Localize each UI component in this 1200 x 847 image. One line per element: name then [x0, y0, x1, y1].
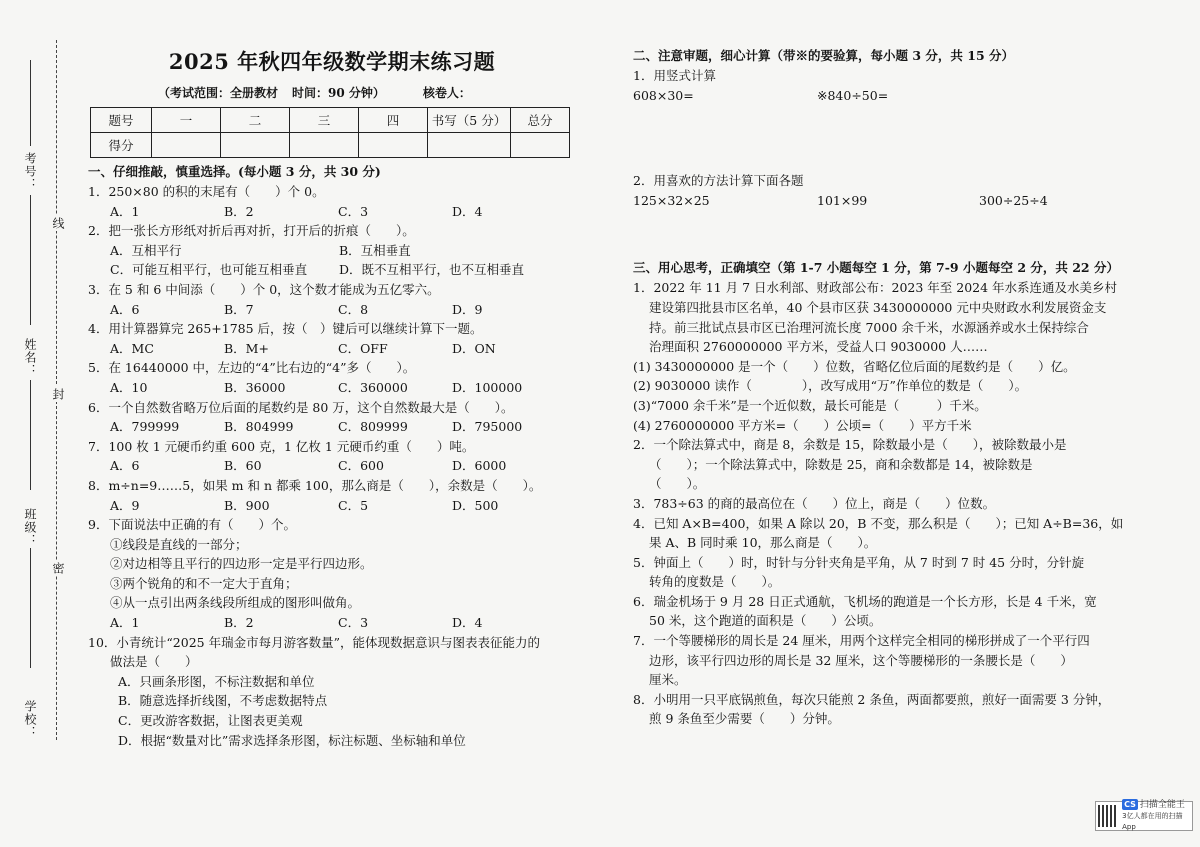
score-cell: 一	[152, 108, 221, 133]
options	[88, 417, 576, 437]
question: 5．钟面上（ ）时，时针与分针夹角是平角，从 7 时到 7 时 45 分时，分针旋	[633, 554, 1085, 570]
class-line	[30, 548, 31, 668]
class-label: 班级：	[23, 508, 37, 547]
right-column	[633, 44, 1153, 729]
question: 1．250×80 的积的末尾有（ ）个 0。	[88, 184, 325, 199]
question-cont: 做法是（ ）	[110, 654, 198, 670]
question: 10．小青统计“2025 年瑞金市每月游客数量”，能体现数据意识与图表表征能力的	[88, 634, 540, 650]
option: B．2	[224, 203, 254, 219]
question: 7．一个等腰梯形的周长是 24 厘米，用两个这样完全相同的梯形拼成了一个平行四	[633, 633, 1090, 649]
option: C．3	[338, 203, 369, 219]
calc-item: 608×30=	[633, 87, 694, 103]
option: B．804999	[224, 419, 294, 435]
question-cont: 转角的度数是（ ）。	[649, 574, 781, 590]
option: A．1	[110, 615, 140, 631]
page-title: 2025 年秋四年级数学期末练习题	[168, 49, 496, 74]
work-space	[633, 210, 1153, 256]
seal-char-seal: 封	[51, 388, 65, 400]
section2-title: 二、注意审题，细心计算（带※的要验算，每小题 3 分，共 15 分）	[633, 48, 1015, 63]
exam-scope: （考试范围：全册教材	[158, 86, 279, 100]
question-cont: 持。前三批试点县市区已治理河流长度 7000 余千米，水源涵养或水土保持综合	[649, 319, 1089, 335]
sub-question: (2) 9030000 读作（ ），改写成用“万”作单位的数是（ ）。	[633, 378, 1028, 394]
scanner-watermark	[1095, 801, 1193, 831]
option: D．4	[452, 615, 483, 631]
scanner-label	[1122, 799, 1190, 833]
question: 9．下面说法中正确的有（ ）个。	[88, 517, 296, 533]
calc-item: 125×32×25	[633, 192, 710, 208]
score-input[interactable]	[221, 133, 290, 158]
option: C．5	[338, 497, 369, 513]
statement: ④从一点引出两条线段所组成的图形叫做角。	[110, 595, 361, 611]
option: A．9	[110, 497, 140, 513]
options	[88, 496, 576, 516]
score-input[interactable]	[290, 133, 359, 158]
scanner-logo-icon: CS	[1124, 800, 1136, 809]
question-cont: 50 米，这个跑道的面积是（ ）公顷。	[649, 613, 882, 629]
name-line	[30, 380, 31, 490]
calc-item: 101×99	[817, 192, 868, 208]
section3-title: 三、用心思考，正确填空（第 1-7 小题每空 1 分，第 7-9 小题每空 2 分，共 22 分）	[633, 260, 1119, 276]
option: B．互相垂直	[339, 242, 411, 258]
option: D．ON	[452, 340, 496, 356]
calc-item: 300÷25÷4	[979, 192, 1048, 208]
reviewer-label: 核卷人：	[422, 86, 471, 100]
option: C．3	[338, 615, 369, 631]
option: D．根据“数量对比”需求选择条形图，标注标题、坐标轴和单位	[118, 732, 466, 748]
option: B．900	[224, 497, 270, 513]
option: A．只画条形图，不标注数据和单位	[118, 673, 315, 689]
question: 8．小明用一只平底锅煎鱼，每次只能煎 2 条鱼，两面都要煎，煎好一面需要 3 分钟，	[633, 691, 1111, 707]
question: 8．m÷n=9……5，如果 m 和 n 都乘 100，那么商是（ ），余数是（ ）。	[88, 477, 542, 493]
question: 2．用喜欢的方法计算下面各题	[633, 173, 804, 189]
option: D．6000	[452, 458, 507, 474]
options	[88, 456, 576, 476]
exam-time: 时间：90 分钟）	[292, 86, 385, 100]
options	[88, 241, 576, 261]
option: C．更改游客数据，让图表更美观	[118, 713, 303, 729]
score-input[interactable]	[152, 133, 221, 158]
question-cont: 煎 9 条鱼至少需要（ ）分钟。	[649, 711, 840, 727]
exam-info	[158, 84, 576, 101]
score-value-row	[91, 133, 570, 158]
question: 3．783÷63 的商的最高位在（ ）位上，商是（ ）位数。	[633, 495, 996, 511]
option: A．MC	[110, 340, 154, 356]
question-cont: （ ）。	[649, 476, 706, 492]
seal-char-secret: 密	[51, 562, 65, 574]
option: C．809999	[338, 419, 408, 435]
option: B．M+	[224, 340, 269, 356]
calc-row	[633, 86, 1153, 106]
question-cont: 果 A、B 同时乘 10，那么商是（ ）。	[649, 535, 877, 551]
option: A．6	[110, 301, 140, 317]
option: B．36000	[224, 379, 286, 395]
binding-margin	[0, 0, 80, 847]
school-label: 学校：	[23, 700, 37, 739]
question: 6．瑞金机场于 9 月 28 日正式通航，飞机场的跑道是一个长方形，长是 4 千米，宽	[633, 593, 1097, 609]
option: D．500	[452, 497, 499, 513]
section1-title: 一、仔细推敲，慎重选择。(每小题 3 分，共 30 分)	[88, 164, 381, 179]
seal-char-line: 线	[51, 217, 65, 229]
exam-no-line-2	[30, 195, 31, 325]
option: C．OFF	[338, 340, 388, 356]
score-row-label: 得分	[91, 133, 152, 158]
option: C．600	[338, 458, 384, 474]
question: 2．一个除法算式中，商是 8，余数是 15，除数最小是（ ），被除数最小是	[633, 437, 1067, 453]
score-input[interactable]	[428, 133, 511, 158]
score-cell: 书写（5 分）	[428, 108, 511, 133]
option: B．2	[224, 615, 254, 631]
options	[88, 260, 576, 280]
option: A．1	[110, 203, 140, 219]
question: 4．已知 A×B=400，如果 A 除以 20，B 不变，那么积是（ ）；已知 A÷B=36，如	[633, 515, 1124, 531]
scanner-name: 扫描全能王	[1139, 800, 1185, 810]
option: B．60	[224, 458, 262, 474]
work-space	[633, 105, 1153, 171]
option: D．4	[452, 203, 483, 219]
statement: ①线段是直线的一部分；	[110, 536, 248, 552]
sub-question: (4) 2760000000 平方米=（ ）公顷=（ ）平方千米	[633, 417, 972, 433]
question: 2．把一张长方形纸对折后再对折，打开后的折痕（ ）。	[88, 223, 415, 239]
options	[88, 202, 576, 222]
option: B．7	[224, 301, 254, 317]
score-cell: 题号	[91, 108, 152, 133]
name-label: 姓名：	[23, 338, 37, 377]
question: 6．一个自然数省略万位后面的尾数约是 80 万，这个自然数最大是（ ）。	[88, 399, 514, 415]
option: D．既不互相平行，也不互相垂直	[339, 262, 525, 278]
question-cont: 厘米。	[649, 672, 687, 688]
question: 1．用竖式计算	[633, 68, 716, 83]
option: B．随意选择折线图，不考虑数据特点	[118, 693, 328, 709]
score-header-row	[91, 108, 570, 133]
options	[88, 378, 576, 398]
question: 1．2022 年 11 月 7 日水利部、财政部公布：2023 年至 2024 年水系连通及水美乡村	[633, 280, 1118, 296]
option: C．8	[338, 301, 369, 317]
score-input[interactable]	[359, 133, 428, 158]
question: 4．用计算器算完 265+1785 后，按（ ）键后可以继续计算下一题。	[88, 321, 483, 337]
options	[88, 339, 576, 359]
question: 7．100 枚 1 元硬币约重 600 克，1 亿枚 1 元硬币约重（ ）吨。	[88, 438, 475, 454]
calc-row	[633, 191, 1153, 211]
calc-item: ※840÷50=	[817, 87, 889, 103]
option: A．6	[110, 458, 140, 474]
option: A．10	[110, 379, 148, 395]
question: 3．在 5 和 6 中间添（ ）个 0，这个数才能成为五亿零六。	[88, 281, 440, 297]
score-cell: 四	[359, 108, 428, 133]
option: C．360000	[338, 379, 408, 395]
left-column	[88, 46, 576, 750]
option: D．795000	[452, 419, 523, 435]
question-cont: （ ）；一个除法算式中，除数是 25，商和余数都是 14，被除数是	[649, 456, 1033, 472]
score-cell: 总分	[511, 108, 570, 133]
question-cont: 治理面积 2760000000 平方米，受益人口 9030000 人……	[649, 339, 988, 355]
score-cell: 三	[290, 108, 359, 133]
scanner-sub: 3亿人都在用的扫描App	[1122, 812, 1183, 831]
question-cont: 建设第四批县市区名单，40 个县市区获 3430000000 元中央财政水利发展资金支	[649, 299, 1107, 315]
question: 5．在 16440000 中，左边的“4”比右边的“4”多（ ）。	[88, 360, 416, 376]
option: A．799999	[110, 419, 180, 435]
exam-no-line	[30, 60, 31, 146]
score-table	[90, 107, 570, 158]
exam-no-label: 考号：	[23, 152, 37, 191]
options	[88, 300, 576, 320]
statement: ③两个锐角的和不一定大于直角；	[110, 575, 298, 591]
sub-question: (3)“7000 余千米”是一个近似数，最长可能是（ ）千米。	[633, 397, 987, 413]
option: C．可能互相平行，也可能互相垂直	[110, 262, 308, 278]
qr-code-icon	[1098, 805, 1118, 827]
score-input[interactable]	[511, 133, 570, 158]
option: D．9	[452, 301, 483, 317]
options	[88, 613, 576, 633]
option: D．100000	[452, 379, 523, 395]
score-cell: 二	[221, 108, 290, 133]
question-cont: 边形，该平行四边形的周长是 32 厘米，这个等腰梯形的一条腰长是（ ）	[649, 652, 1073, 668]
statement: ②对边相等且平行的四边形一定是平行四边形。	[110, 556, 373, 572]
option: A．互相平行	[110, 242, 182, 258]
sub-question: (1) 3430000000 是一个（ ）位数，省略亿位后面的尾数约是（ ）亿。	[633, 358, 1076, 374]
